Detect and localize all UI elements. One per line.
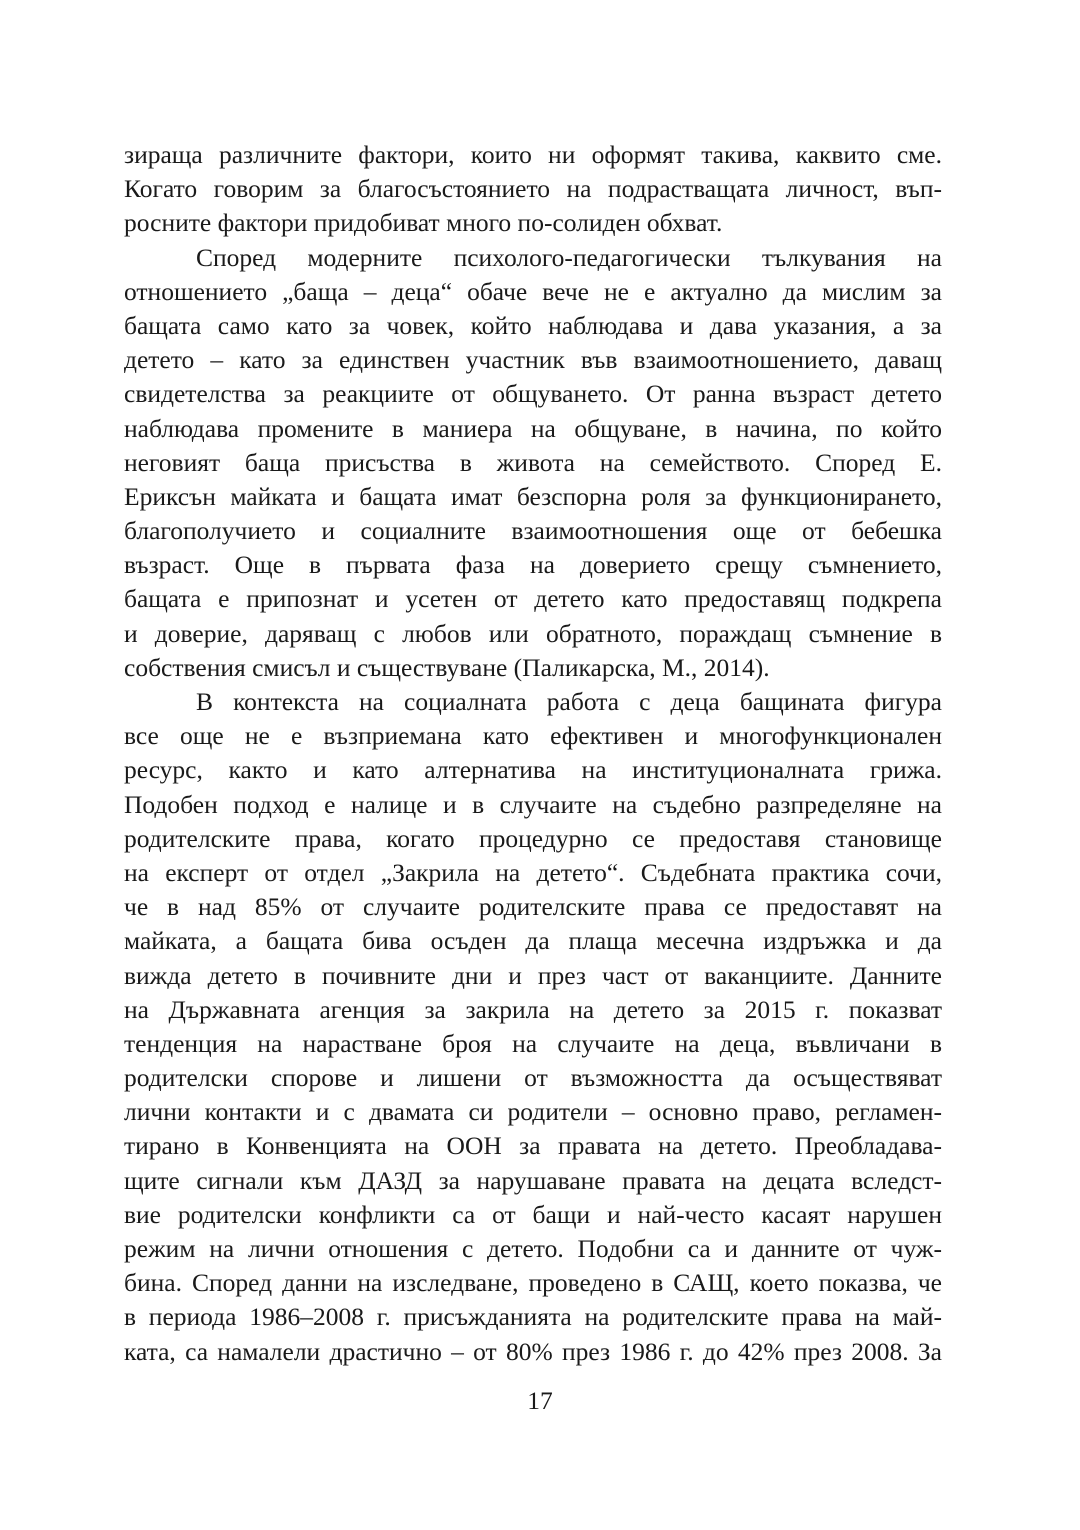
text-line: майката, а бащата бива осъден да плаща месечна издръжка и да [124,926,942,956]
text-line: в периода 1986–2008 г. присъжданията на родителските права на май- [124,1302,942,1332]
text-line: бащата е припознат и усетен от детето като предоставящ подкрепа [124,584,942,614]
text-line: че в над 85% от случаите родителските права се предоставят на [124,892,942,922]
text-line: бина. Според данни на изследване, проведено в САЩ, което показва, че [124,1268,942,1298]
text-line: бащата само като за човек, който наблюдава и дава указания, а за [124,310,942,340]
text-line: родителски спорове и лишени от възможността да осъществяват [124,1063,942,1093]
text-line: ресурс, както и като алтернатива на институционалната грижа. [124,755,942,785]
text-line: все още не е възприемана като ефективен и многофункционален [124,721,942,751]
text-line: неговият баща присъства в живота на семейството. Според Е. [124,447,942,477]
page-body [124,138,942,1369]
text-line: собствения смисъл и съществуване (Паликарска, М., 2014). [124,652,770,682]
text-line: росните фактори придобиват много по-солиден обхват. [124,208,723,238]
text-line: наблюдава промените в маниера на общуване, в начина, по който [124,413,942,443]
text-line: Ериксън майката и бащата имат безспорна роля за функционирането, [124,481,942,511]
text-line: вижда детето в почивните дни и през част от ваканциите. Данните [124,960,942,990]
text-line: на Държавната агенция за закрила на детето за 2015 г. показват [124,994,942,1024]
text-line: Според модерните психолого-педагогически тълкувания на [196,242,942,272]
text-line: възраст. Още в първата фаза на доверието срещу съмнението, [124,550,942,580]
text-line: лични контакти и с двамата си родители – основно право, регламен- [124,1097,942,1127]
paragraph-2 [124,241,942,685]
text-line: свидетелства за реакциите от общуването. От ранна възраст детето [124,379,942,409]
text-line: щите сигнали към ДАЗД за нарушаване правата на децата вследст- [124,1165,942,1195]
text-line: отношението „баща – деца“ обаче вече не е актуално да мислим за [124,276,942,306]
paragraph-1 [124,138,942,241]
text-line: ката, са намалели драстично – от 80% през 1986 г. до 42% през 2008. За [124,1336,942,1366]
text-line: детето – като за единствен участник във взаимоотношението, даващ [124,345,942,375]
text-line: тирано в Конвенцията на ООН за правата на детето. Преобладава- [124,1131,942,1161]
text-line: тенденция на нарастване броя на случаите на деца, въвличани в [124,1028,942,1058]
text-line: и доверие, даряващ с любов или обратното, пораждащ съмнение в [124,618,942,648]
page-number: 17 [527,1386,553,1415]
text-line: родителските права, когато процедурно се предоставя становище [124,823,942,853]
text-line: вие родителски конфликти са от бащи и най-често касаят нарушен [124,1199,942,1229]
text-line: В контекста на социалната работа с деца бащината фигура [196,687,942,716]
text-line: режим на лични отношения с детето. Подобни са и данните от чуж- [124,1234,942,1263]
paragraph-3 [124,685,942,1369]
text-line: Подобен подход е налице и в случаите на съдебно разпределяне на [124,789,942,819]
text-line: благополучието и социалните взаимоотношения още от бебешка [124,516,942,546]
text-line: Когато говорим за благосъстоянието на подрастващата личност, въп- [124,174,942,204]
text-line: на експерт от отдел „Закрила на детето“. Съдебната практика сочи, [124,857,942,887]
text-line: зираща различните фактори, които ни оформят такива, каквито сме. [124,140,942,169]
